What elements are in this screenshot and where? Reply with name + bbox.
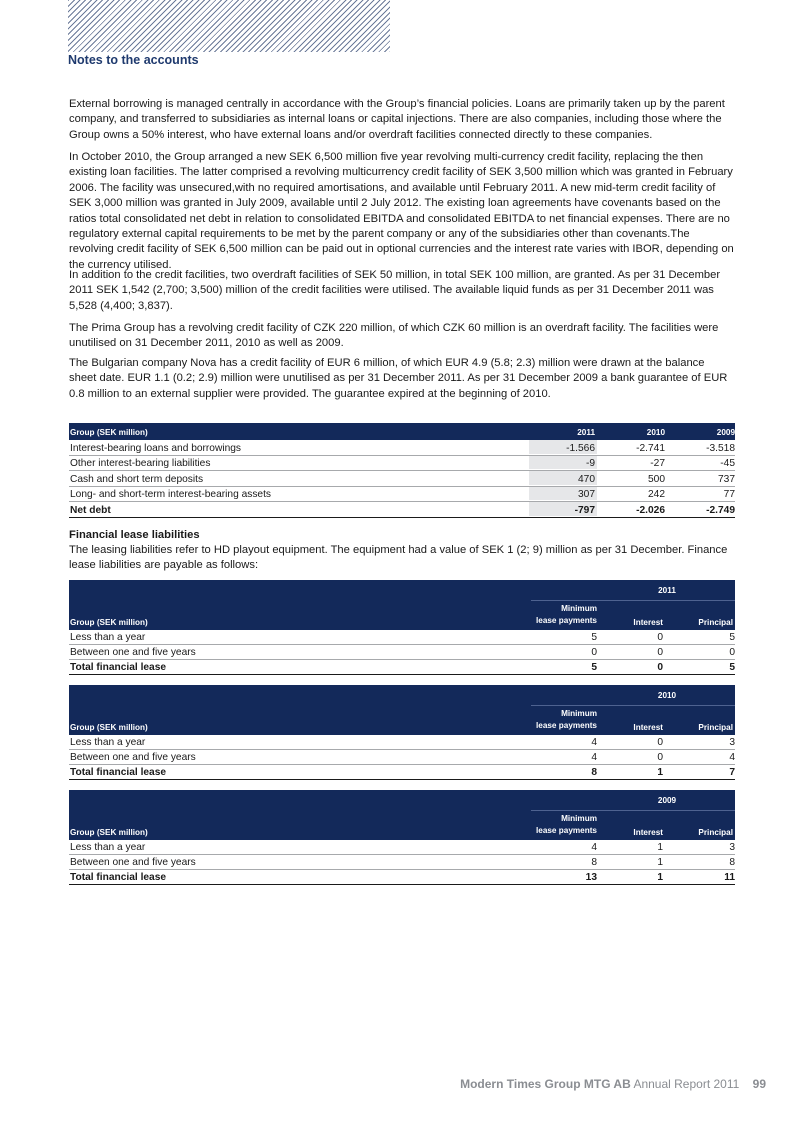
row-value-2011: 307	[529, 487, 597, 501]
row-label: Other interest-bearing liabilities	[70, 458, 211, 469]
row-principal: 0	[729, 647, 735, 658]
row-value-2011: -1.566	[529, 440, 597, 454]
row-principal: 5	[729, 632, 735, 643]
total-value-2010: -2.026	[636, 505, 665, 516]
table-row	[69, 840, 735, 855]
row-minimum: 4	[591, 842, 597, 853]
lease-table-2010	[69, 685, 735, 780]
header-interest: Interest	[633, 723, 663, 732]
header-minimum-lease-payments	[531, 603, 597, 627]
total-interest: 1	[657, 872, 663, 883]
header-minimum-lease-payments	[531, 708, 597, 732]
row-interest: 0	[657, 737, 663, 748]
header-principal: Principal	[698, 723, 733, 732]
header-divider	[531, 600, 735, 601]
lease-table-2009	[69, 790, 735, 885]
paragraph-prima-group: The Prima Group has a revolving credit facility of CZK 220 million, of which CZK 60 million is an overdraft facility. The facilities were unutilised on 31 December 2011, 2010 as well as 2009.	[69, 322, 719, 350]
row-value-2010: -27	[650, 458, 665, 469]
row-label: Between one and five years	[70, 752, 196, 763]
header-interest: Interest	[633, 618, 663, 627]
row-interest: 1	[657, 857, 663, 868]
row-value-2011: 470	[529, 471, 597, 485]
table-row	[69, 735, 735, 750]
total-principal: 7	[729, 767, 735, 778]
row-minimum: 5	[591, 632, 597, 643]
total-value-2009: -2.749	[706, 505, 735, 516]
row-label: Between one and five years	[70, 647, 196, 658]
row-label: Cash and short term deposits	[70, 473, 204, 485]
table-row	[69, 471, 735, 487]
header-year: 2009	[657, 796, 677, 805]
total-minimum: 13	[585, 872, 597, 883]
row-label: Less than a year	[70, 632, 146, 643]
row-principal: 3	[729, 737, 735, 748]
footer-company: Modern Times Group MTG AB	[460, 1077, 631, 1091]
paragraph-external-borrowing: External borrowing is managed centrally in accordance with the Group’s financial policies. Loans are primarily taken up by the parent company, and transferred to subsidiaries as internal loans or capital injections. There are also companies, including those where the Group owns a 50% interest, who have external loans and/or overdraft facilities connected directly to these companies.	[69, 98, 725, 141]
table-total-row	[69, 660, 735, 675]
page-footer	[460, 1077, 766, 1091]
total-minimum: 8	[591, 767, 597, 778]
header-year-2010: 2010	[646, 428, 665, 437]
header-min-line1: Minimum	[561, 814, 597, 823]
row-label: Interest-bearing loans and borrowings	[70, 442, 242, 454]
row-value-2009: 737	[718, 473, 735, 485]
row-value-2009: -3.518	[706, 442, 735, 454]
page-number: 99	[752, 1077, 766, 1091]
row-minimum: 4	[591, 737, 597, 748]
row-interest: 0	[657, 647, 663, 658]
header-hatch-pattern	[68, 0, 390, 52]
paragraph-lease-liabilities: The leasing liabilities refer to HD playout equipment. The equipment had a value of SEK 1 (2; 9) million as per 31 December. Finance lease liabilities are payable as follows:	[69, 544, 728, 572]
total-label: Total financial lease	[70, 872, 167, 883]
table-header	[69, 580, 735, 630]
total-minimum: 5	[591, 662, 597, 673]
table-header	[69, 790, 735, 840]
header-group-label: Group (SEK million)	[70, 428, 148, 437]
footer-report: Annual Report 2011	[633, 1077, 740, 1091]
total-label: Total financial lease	[70, 767, 167, 778]
header-min-line2: lease payments	[536, 616, 597, 625]
row-value-2011: -9	[529, 456, 597, 470]
table-row	[69, 456, 735, 472]
paragraph-nova: The Bulgarian company Nova has a credit facility of EUR 6 million, of which EUR 4.9 (5.8; 2.3) million were drawn at the balance sheet date. EUR 1.1 (0.2; 2.9) million were unutilised as per 31 December 2011. As per 31 December 2009 a bank guarantee of EUR 0.8 million to an external supplier were provided. The guarantee expired at the beginning of 2010.	[69, 357, 728, 400]
header-divider	[531, 810, 735, 811]
row-label: Long- and short-term interest-bearing assets	[70, 489, 272, 500]
row-interest: 0	[657, 752, 663, 763]
header-min-line1: Minimum	[561, 604, 597, 613]
row-label: Less than a year	[70, 737, 146, 748]
header-interest: Interest	[633, 828, 663, 837]
total-label: Net debt	[70, 505, 111, 516]
total-label: Total financial lease	[70, 662, 167, 673]
table-total-row	[69, 502, 735, 518]
header-min-line1: Minimum	[561, 709, 597, 718]
lease-table-2011	[69, 580, 735, 675]
row-minimum: 8	[591, 857, 597, 868]
table-total-row	[69, 765, 735, 780]
header-year-2009: 2009	[716, 428, 735, 437]
header-year-2011: 2011	[577, 428, 595, 437]
section-title: Notes to the accounts	[68, 53, 199, 67]
row-principal: 3	[729, 842, 735, 853]
table-header	[69, 685, 735, 735]
row-value-2009: 77	[723, 489, 735, 500]
header-principal: Principal	[698, 618, 733, 627]
row-value-2010: 500	[648, 473, 665, 485]
total-value-2011: -797	[529, 502, 597, 516]
table-header	[69, 423, 735, 440]
table-row	[69, 750, 735, 765]
total-principal: 5	[729, 662, 735, 673]
paragraph-credit-facility: In October 2010, the Group arranged a new SEK 6,500 million five year revolving multi-currency credit facility, replacing the then existing loan facilities. The latter comprised a revolving multicurrency credit facility of SEK 3,500 million which was granted in February 2006. The facility was unsecured,with no required amortisations, and available until February 2011. A new mid-term credit facility of SEK 3,000 million was granted in July 2009, available until 2 July 2012. The existing loan agreements have covenants based on the ratios total consolidated net debt in relation to consolidated EBITDA and consolidated EBITDA to net financial expenses. There are no regulatory external capital requirements to be met by the parent company or any of the subsidiaries other than covenants.The revolving credit facility of SEK 6,500 million can be paid out in optional currencies and the interest rate varies with IBOR, depending on the currency utilised.	[69, 151, 734, 271]
header-min-line2: lease payments	[536, 826, 597, 835]
header-min-line2: lease payments	[536, 721, 597, 730]
total-interest: 1	[657, 767, 663, 778]
row-interest: 1	[657, 842, 663, 853]
row-label: Less than a year	[70, 842, 146, 853]
header-divider	[531, 705, 735, 706]
paragraph-overdraft-facilities: In addition to the credit facilities, two overdraft facilities of SEK 50 million, in total SEK 100 million, are granted. As per 31 December 2011 SEK 1,542 (2,700; 3,500) million of the credit facilities were utilised. The available liquid funds as per 31 December 2011 was 5,528 (4,400; 3,837).	[69, 269, 721, 312]
total-principal: 11	[724, 872, 735, 883]
table-row	[69, 487, 735, 503]
row-value-2010: -2.741	[636, 442, 665, 454]
row-minimum: 4	[591, 752, 597, 763]
table-total-row	[69, 870, 735, 885]
header-group-label: Group (SEK million)	[70, 618, 148, 627]
header-group-label: Group (SEK million)	[70, 828, 148, 837]
row-label: Between one and five years	[70, 857, 196, 868]
header-minimum-lease-payments	[531, 813, 597, 837]
row-interest: 0	[657, 632, 663, 643]
row-value-2010: 242	[648, 489, 665, 500]
row-value-2009: -45	[720, 458, 735, 469]
lease-section-heading: Financial lease liabilities	[69, 529, 200, 541]
table-row	[69, 855, 735, 870]
net-debt-table	[69, 423, 735, 518]
total-interest: 0	[657, 662, 663, 673]
table-row	[69, 440, 735, 456]
row-minimum: 0	[591, 647, 597, 658]
row-principal: 8	[729, 857, 735, 868]
table-row	[69, 630, 735, 645]
header-year: 2010	[657, 691, 677, 700]
header-principal: Principal	[698, 828, 733, 837]
header-group-label: Group (SEK million)	[70, 723, 148, 732]
table-row	[69, 645, 735, 660]
row-principal: 4	[729, 752, 735, 763]
header-year: 2011	[658, 586, 676, 595]
